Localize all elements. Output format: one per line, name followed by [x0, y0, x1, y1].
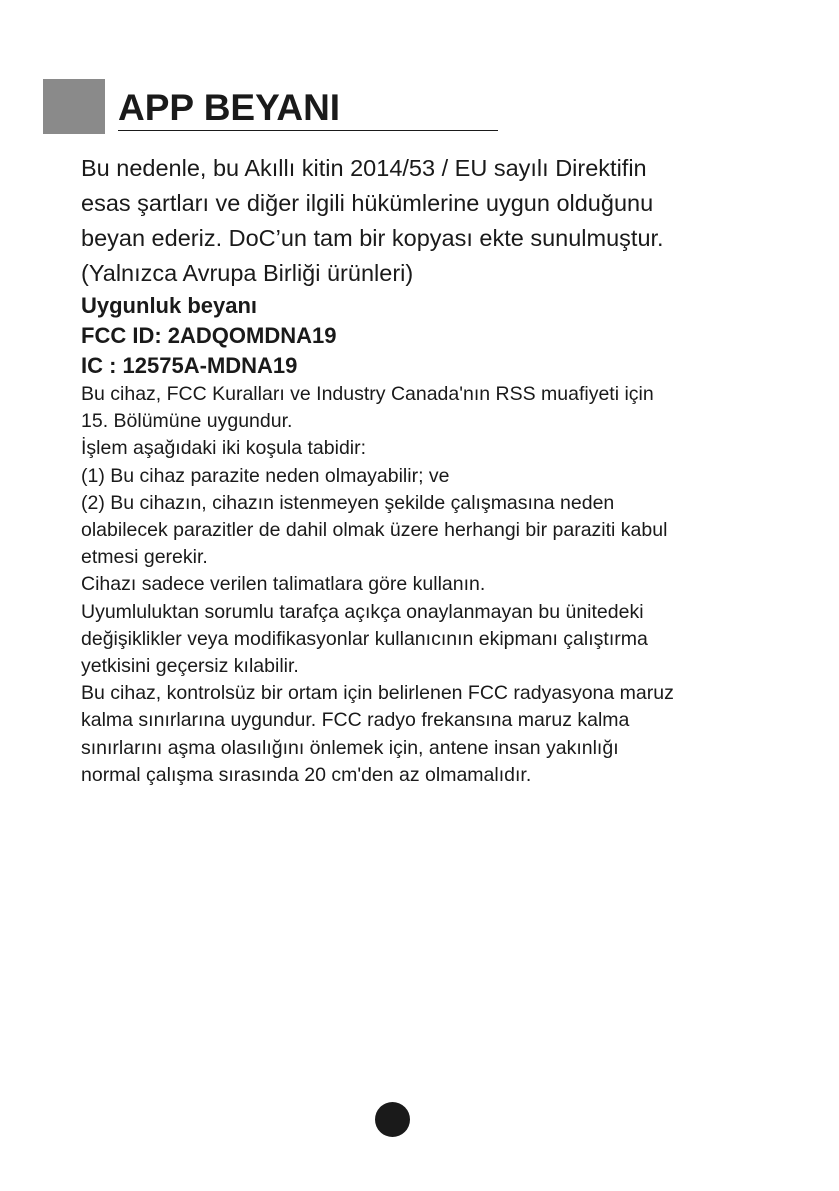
intro-paragraph: [81, 151, 796, 291]
body-line: kalma sınırlarına uygundur. FCC radyo frekansına maruz kalma: [81, 709, 630, 732]
body-line: Uyumluluktan sorumlu tarafça açıkça onaylanmayan bu ünitedeki: [81, 600, 644, 623]
body-line: (2) Bu cihazın, cihazın istenmeyen şekilde çalışmasına neden: [81, 491, 615, 514]
body-line: değişiklikler veya modifikasyonlar kullanıcının ekipmanı çalıştırma: [81, 627, 648, 650]
title-underline: [118, 130, 498, 131]
intro-line: (Yalnızca Avrupa Birliği ürünleri): [81, 260, 414, 286]
intro-line: esas şartları ve diğer ilgili hükümlerine uygun olduğunu: [81, 190, 654, 216]
body-line: İşlem aşağıdaki iki koşula tabidir:: [81, 437, 367, 460]
page-title: APP BEYANI: [118, 87, 341, 128]
body-line: Bu cihaz, kontrolsüz bir ortam için belirlenen FCC radyasyona maruz: [81, 682, 674, 705]
document-content: [81, 151, 796, 789]
body-line: olabilecek parazitler de dahil olmak üzere herhangi bir paraziti kabul: [81, 519, 668, 542]
fcc-id: FCC ID: 2ADQOMDNA19: [81, 323, 337, 348]
declaration-block: [81, 291, 796, 381]
body-line: (1) Bu cihaz parazite neden olmayabilir; ve: [81, 464, 450, 487]
section-marker-block: [43, 79, 105, 134]
ic-number: IC : 12575A-MDNA19: [81, 353, 298, 378]
intro-line: Bu nedenle, bu Akıllı kitin 2014/53 / EU sayılı Direktifin: [81, 155, 647, 181]
intro-line: beyan ederiz. DoC’un tam bir kopyası ekte sunulmuştur.: [81, 225, 664, 251]
body-line: sınırlarını aşma olasılığını önlemek için, antene insan yakınlığı: [81, 736, 619, 759]
body-line: Cihazı sadece verilen talimatlara göre kullanın.: [81, 573, 486, 596]
body-line: etmesi gerekir.: [81, 546, 208, 569]
body-line: normal çalışma sırasında 20 cm'den az olmamalıdır.: [81, 763, 532, 786]
body-line: 15. Bölümüne uygundur.: [81, 410, 293, 433]
compliance-text: [81, 381, 796, 789]
declaration-heading: Uygunluk beyanı: [81, 293, 258, 318]
body-line: yetkisini geçersiz kılabilir.: [81, 655, 299, 678]
body-line: Bu cihaz, FCC Kuralları ve Industry Canada'nın RSS muafiyeti için: [81, 383, 654, 405]
page-indicator-dot: [375, 1102, 410, 1137]
